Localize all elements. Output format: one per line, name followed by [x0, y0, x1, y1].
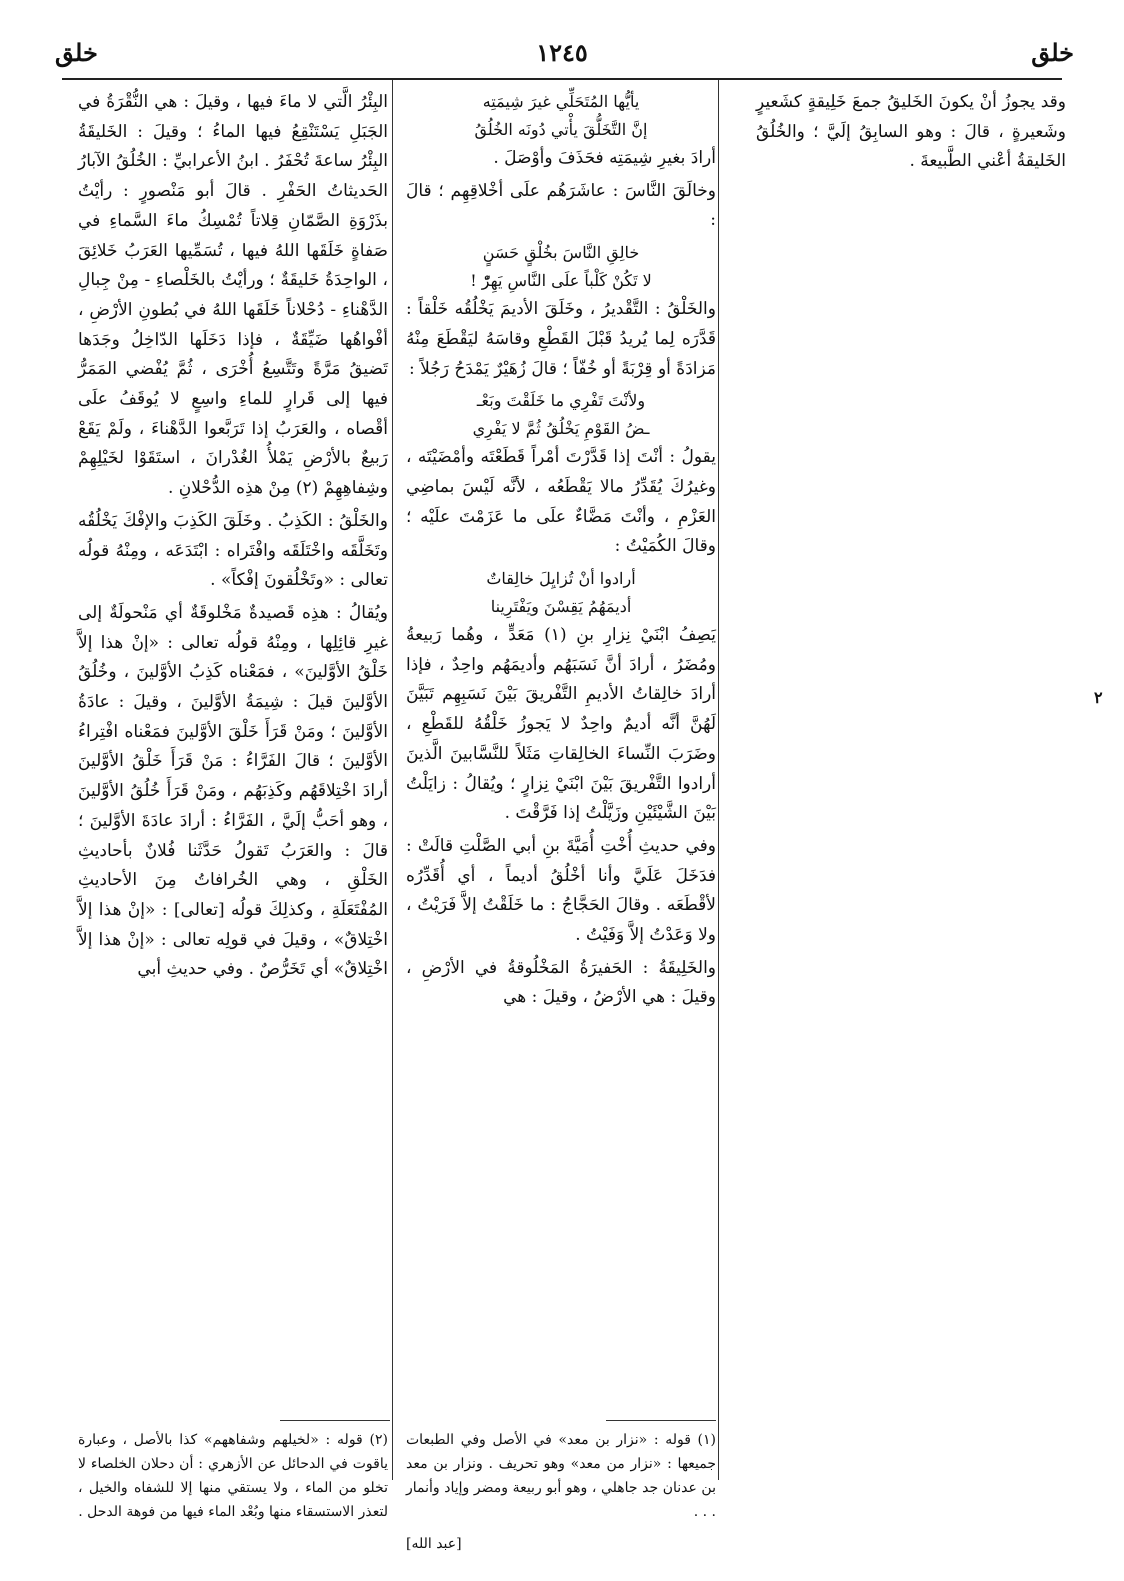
- footnote-rule-middle: [606, 1420, 716, 1421]
- verse-line: ولأنْتَ تَفْرِي ما خَلَقْتَ وبَعْـ: [476, 391, 646, 411]
- paragraph: يقولُ : أنْتَ إذا قَدَّرْتَ أمْراً قَطَعْتَه وأمْضَيْتَه ، وغيرُكَ يُقَدِّرُ مالا يَقْطَعُه ، لأنَّه لَيْسَ بماضِي العَزْمِ ، وأنْتَ مَضَّاءٌ علَى ما عَزَمْتَ علَيْه ؛ وقالَ الكُمَيْتُ :: [406, 447, 716, 557]
- verse-line: يأيُّها المُتَحَلِّي غيرَ شِيمَتِه: [482, 92, 640, 111]
- footnote-text: (٢) قوله : «لخيلهم وشفاههم» كذا بالأصل ، وعبارة ياقوت في الدحائل عن الأزهري : أن دحلان الخلصاء لا تخلو من الماء ، ولا يستقي منها إلا للشفاه والخيل ، لتعذر الاستسقاء منها وبُعْد الماء فيها من فوهة الدحل .: [78, 1432, 388, 1520]
- margin-mark: ٢: [1094, 688, 1103, 707]
- column-divider-right: [718, 80, 719, 1480]
- verse-line: إنَّ التَّخَلُّقَ يأْتي دُونَه الخُلُقُ: [474, 120, 648, 139]
- paragraph: يَصِفُ ابْنَيْ نِزارِ بنِ (١) مَعَدٍّ ، وهُما رَبيعةُ ومُضَرُ ، أرادَ أنَّ نَسَبَهُم وأديمَهُم واحِدٌ ، فإذا أرادَ خالِقاتُ الأديمِ التَّفْريقَ بَيْنَ نَسَبِهِم تَبَيَّنَ لَهُنَّ أنَّه أديمٌ واحِدٌ لا يَجوزُ خَلْقُهُ للقَطْعِ ، وضَرَبَ النِّساءَ الخالِقاتِ مَثَلاً للنَّسَّابينَ الَّذينَ أرادوا التَّفْريقَ بَيْنَ ابْنَيْ نِزارٍ ؛ ويُقالُ : زايَلْتُ بَيْنَ الشَّيْئَيْنِ وزَيَّلْتُ إذا فَرَّقْتَ .: [406, 625, 716, 824]
- paragraph: ويُقالُ : هذِه قَصيدةٌ مَخْلوقَةٌ أي مَنْحولَةٌ إلى غيرِ قائِلِها ، ومِنْهُ قولُه تعالى : «إنْ هذا إلاَّ خَلْقُ الأوَّلينَ» ، فمَعْناه كَذِبُ الأوَّلينَ ، وخُلُقُ الأوَّلينَ قيلَ : شِيمَةُ الأوَّلينَ ، وقيلَ : عادَةُ الأوَّلينَ ؛ ومَنْ قَرَأَ خَلْقَ الأوَّلينَ فمَعْناه افْتِراءُ الأوَّلينَ ؛ قالَ الفَرَّاءُ : مَنْ قَرَأَ خَلْقُ الأوَّلينَ أرادَ اخْتِلاقَهُم وكَذِبَهُم ، ومَنْ قَرَأَ خُلُقُ الأوَّلينَ ، وهو أحَبُّ إلَيَّ ، الفَرَّاءُ : أرادَ عادَةَ الأوَّلينَ ؛ قالَ : والعَرَبُ تَقولُ حَدَّثَنا فُلانٌ بأحاديثِ الخَلْقِ ، وهي الخُرافاتُ مِنَ الأحاديثِ المُفْتَعَلَةِ ، وكذلِكَ قولُه [تعالى] : «إنْ هذا إلاَّ اخْتِلاقٌ» ، وقيلَ في قولِه تعالى : «إنْ هذا إلاَّ اخْتِلاقٌ» أي تَخَرُّصٌ . وفي حديثِ أبي: [78, 602, 388, 980]
- footnote-middle: [406, 1428, 716, 1556]
- verse-line: أرادوا أنْ تُزايِلَ خالِقاتٌ: [486, 569, 636, 589]
- column-divider-left: [392, 80, 393, 1480]
- footnote-rule-left: [280, 1420, 390, 1421]
- paragraph: والخَلِيقَةُ : الحَفيرَةُ المَخْلُوقةُ في الأرْضِ ، وقيلَ : هي الأرْضُ ، وقيلَ : هي: [406, 957, 716, 1008]
- verse-line: خالِقِ النَّاسَ بخُلْقٍ حَسَنٍ: [482, 243, 640, 263]
- page-number: ١٢٤٥: [536, 38, 588, 67]
- paragraph: وخالَقَ النَّاسَ : عاشَرَهُم علَى أخْلاقِهِم ؛ قالَ :: [406, 180, 716, 231]
- paragraph: أرادَ بغيرِ شِيمَتِه فحَذَفَ وأوْصَلَ .: [493, 148, 716, 168]
- page-header: [0, 38, 1124, 78]
- column-middle: [406, 88, 716, 1016]
- paragraph: وفي حديثِ أُخْتِ أُمَيَّةَ بنِ أبي الصَّلْتِ قالَتْ : فدَخَلَ عَلَيَّ وأنا أخْلُقُ أديماً ، أي أُقَدِّرُه لأقْطَعَه . وقالَ الحَجَّاجُ : ما خَلَقْتُ إلاَّ فَرَيْتُ ، ولا وَعَدْتُ إلاَّ وَفَيْتُ .: [406, 835, 716, 946]
- footnote-left: [78, 1428, 388, 1524]
- running-head-right: خلق: [1031, 38, 1074, 67]
- column-left: [78, 88, 388, 988]
- verse-line: ـضُ القَوْمِ يَخْلُقُ ثُمَّ لا يَفْرِي: [472, 419, 650, 439]
- paragraph: وقد يجوزُ أنْ يكونَ الخَليقُ جمعَ خَلِيقةٍ كشَعيرٍ وشَعيرةٍ ، قالَ : وهو السابِقُ إلَيَّ ؛ والخُلُقُ الخَليقةُ أعْني الطَّبيعةَ .: [756, 92, 1066, 172]
- footnote-signature: [عبد الله]: [406, 1536, 462, 1552]
- footnote-text: (١) قوله : «نزار بن معد» في الأصل وفي الطبعات جميعها : «نزار من معد» وهو تحريف . ونزار بن معد بن عدنان جد جاهلي ، وهو أبو ربيعة ومضر وإياد وأنمار . . .: [406, 1432, 716, 1520]
- paragraph: البِئْرُ الَّتي لا ماءَ فيها ، وقيلَ : هي النُّقْرَةُ في الجَبَلِ يَسْتَنْقِعُ فيها الماءُ ؛ وقيلَ : الخَليقَةُ البِئْرُ ساعةَ تُحْفَرُ . ابنُ الأعرابيِّ : الخُلُقُ الآبارُ الحَديثاتُ الحَفْرِ . قالَ أبو مَنْصورٍ : رأيْتُ بذَرْوَةِ الصَّمّانِ قِلاتاً تُمْسِكُ ماءَ السَّماءِ في صَفاةٍ خَلَقَها اللهُ فيها ، تُسَمِّيها العَرَبُ خَلائِقَ ، الواحِدَةُ خَليقَةٌ ؛ ورأيْتُ بالخَلْصاءِ - مِنْ جِبالِ الدَّهْناءِ - دُحْلاناً خَلَقَها اللهُ في بُطونِ الأرْضِ ، أفْواهُها ضَيِّقَةٌ ، فإذا دَخَلَها الدّاخِلُ وجَدَها تَضيقُ مَرَّةً وتَتَّسِعُ أُخْرَى ، ثُمَّ يُفْضي المَمَرُّ فيها إلى قَرارٍ للماءِ واسِعٍ لا يُوقَفُ علَى أقْصاه ، والعَرَبُ إذا تَرَبَّعوا الدَّهْناءَ ، ولَمْ يَقَعْ رَبيعٌ بالأرْضِ يَمْلأُ الغُدْرانَ ، استَقَوْا لخَيْلِهِمْ وشِفاهِهِمْ (٢) مِنْ هذِه الدُّحْلانِ .: [78, 92, 388, 499]
- verse-line: لا تَكُنْ كَلْباً علَى النَّاسِ يَهِرّْ !: [470, 271, 652, 291]
- running-head-left: خلق: [55, 38, 98, 67]
- verse-line: أديمَهُمُ يَقِسْنَ ويَفْتَرِينا: [490, 597, 632, 617]
- header-rule: [62, 78, 1062, 80]
- paragraph: والخَلْقُ : الكَذِبُ . وخَلَقَ الكَذِبَ والإفْكَ يَخْلُقُه وتَخَلَّقَه واخْتَلَقَه وافْتَراه : ابْتَدَعَه ، ومِنْهُ قولُه تعالى : «وتَخْلُقونَ إفْكاً» .: [78, 510, 388, 591]
- paragraph: والخَلْقُ : التَّقْديرُ ، وخَلَقَ الأديمَ يَخْلُقُه خَلْقاً : قَدَّرَه لِما يُريدُ قَبْلَ القَطْعِ وقاسَهُ ليَقْطَعَ مِنْهُ مَزادَةً أو قِرْبَةً أو خُفّاً ؛ قالَ زُهَيْرٌ يَمْدَحُ رَجُلاً :: [406, 299, 716, 379]
- column-right: [756, 88, 1066, 180]
